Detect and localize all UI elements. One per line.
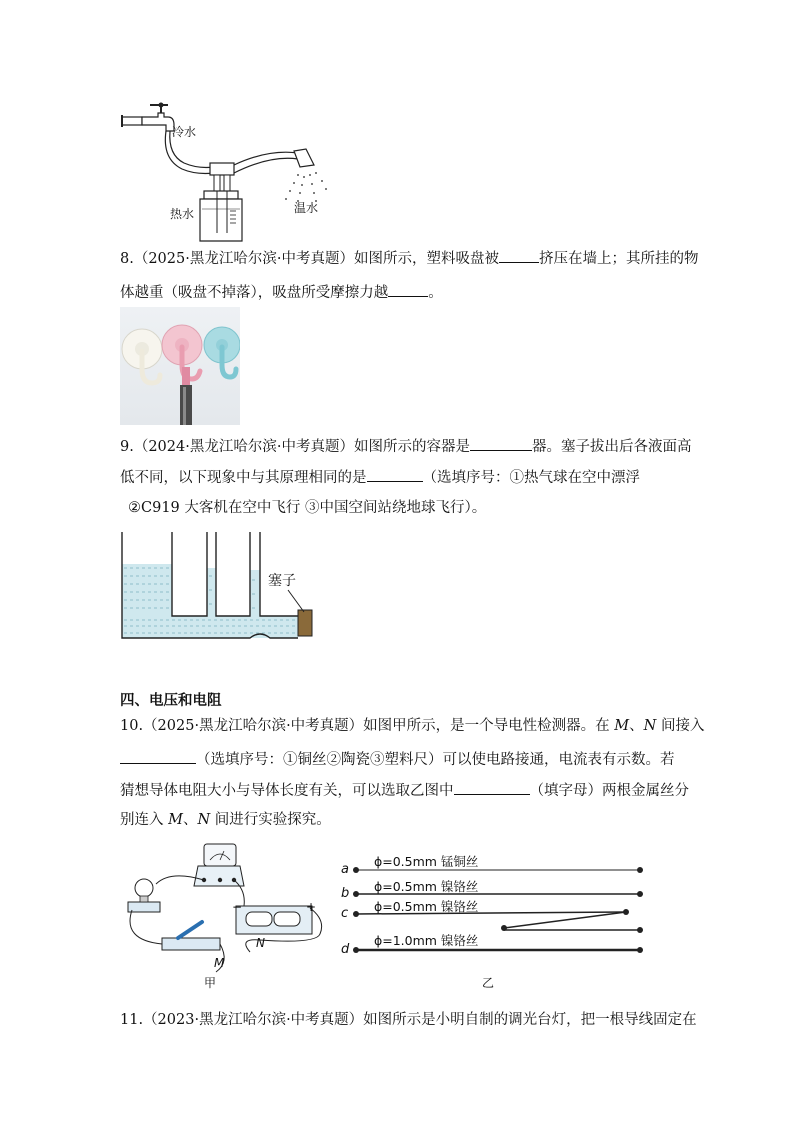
wire-c-letter: c — [341, 906, 349, 921]
q10-text-3a: 猜想导体电阻大小与导体长度有关，可以选取乙图中 — [120, 783, 454, 799]
label-warm-water: 温水 — [294, 201, 319, 215]
q10-text-2: （选填序号：①铜丝②陶瓷③塑料尺）可以使电路接通，电流表有示数。若 — [196, 752, 675, 768]
q9-text-2b: （选填序号：①热气球在空中漂浮 — [422, 470, 640, 486]
q8-blank-1[interactable] — [499, 248, 539, 263]
wire-a-letter: a — [341, 862, 349, 877]
q9-text-1b: 器。塞子拔出后各液面高 — [531, 439, 692, 455]
q8-line-2 — [120, 282, 443, 303]
figure-caption-jia: 甲 — [204, 976, 217, 990]
circuit-figure-jia — [120, 840, 330, 990]
q9-blank-1[interactable] — [470, 436, 532, 451]
q8-blank-2[interactable] — [388, 282, 428, 297]
q10-blank-1[interactable] — [120, 749, 196, 764]
q10-var-m-2: M — [168, 812, 183, 828]
q8-text-2a: 体越重（吸盘不掉落），吸盘所受摩擦力越 — [120, 285, 389, 301]
suction-cup-photo — [120, 307, 240, 425]
q10-text-1b: 间接入 — [656, 718, 705, 734]
section-heading: 四、电压和电阻 — [120, 693, 222, 709]
wire-d-letter: d — [341, 942, 350, 957]
label-cold-water: 冷水 — [172, 125, 197, 139]
plug-label: 塞子 — [268, 573, 296, 589]
suction-hooks-illustration — [120, 307, 240, 425]
q10-text-4a: 别连入 — [120, 812, 169, 828]
wire-d-spec: ϕ=1.0mm 镍铬丝 — [374, 933, 479, 948]
q9-text-3: ②C919 大客机在空中飞行 ③中国空间站绕地球飞行）。 — [128, 500, 487, 516]
q10-text-3b: （填字母）两根金属丝分 — [529, 783, 689, 799]
figure-caption-yi: 乙 — [482, 976, 495, 990]
q10-text-4b: 间进行实验探究。 — [210, 812, 331, 828]
battery-plus-label: + — [306, 900, 317, 914]
q11-line-1 — [120, 1010, 697, 1030]
q11-text-1: 11.（2023·黑龙江哈尔滨·中考真题）如图所示是小明自制的调光台灯，把一根导线固定在 — [120, 1012, 697, 1028]
wire-c-spec: ϕ=0.5mm 镍铬丝 — [374, 899, 479, 914]
faucet-diagram — [118, 95, 338, 245]
connected-vessel-figure — [120, 530, 320, 640]
q10-line-2 — [120, 749, 675, 770]
faucet-figure — [118, 95, 338, 245]
q10-line-1 — [120, 716, 704, 736]
q8-text-2b: 。 — [428, 285, 443, 301]
wire-b-spec: ϕ=0.5mm 镍铬丝 — [374, 879, 479, 894]
q10-var-n-2: N — [197, 812, 211, 828]
q8-text-1b: 挤压在墙上；其所挂的物 — [538, 251, 699, 267]
q10-sep-2: 、 — [182, 812, 198, 828]
q9-line-1 — [120, 436, 691, 457]
battery-minus-label: − — [232, 900, 243, 914]
q9-line-3 — [128, 498, 486, 518]
terminal-m-label: M — [214, 956, 225, 970]
q10-text-1a: 10.（2025·黑龙江哈尔滨·中考真题）如图甲所示，是一个导电性检测器。在 — [120, 718, 615, 734]
q10-line-3 — [120, 780, 689, 801]
label-hot-water: 热水 — [170, 207, 195, 221]
q9-text-1a: 9.（2024·黑龙江哈尔滨·中考真题）如图所示的容器是 — [120, 439, 470, 455]
wire-b-letter: b — [341, 886, 350, 901]
conductivity-tester-diagram — [120, 840, 330, 990]
wire-samples-diagram — [336, 850, 656, 992]
terminal-n-label: N — [256, 936, 265, 950]
q9-line-2 — [120, 467, 640, 488]
q9-text-2a: 低不同，以下现象中与其原理相同的是 — [120, 470, 367, 486]
wire-figure-yi — [336, 850, 656, 992]
wire-a-spec: ϕ=0.5mm 锰铜丝 — [374, 854, 479, 869]
q9-blank-2[interactable] — [367, 467, 423, 482]
q10-var-m-1: M — [614, 718, 630, 734]
q10-blank-2[interactable] — [454, 780, 530, 795]
q8-text-1a: 8.（2025·黑龙江哈尔滨·中考真题）如图所示，塑料吸盘被 — [120, 251, 499, 267]
q10-line-4 — [120, 810, 331, 830]
q10-var-n-1: N — [643, 718, 657, 734]
q8-line-1 — [120, 248, 698, 269]
q10-sep-1: 、 — [629, 718, 644, 734]
